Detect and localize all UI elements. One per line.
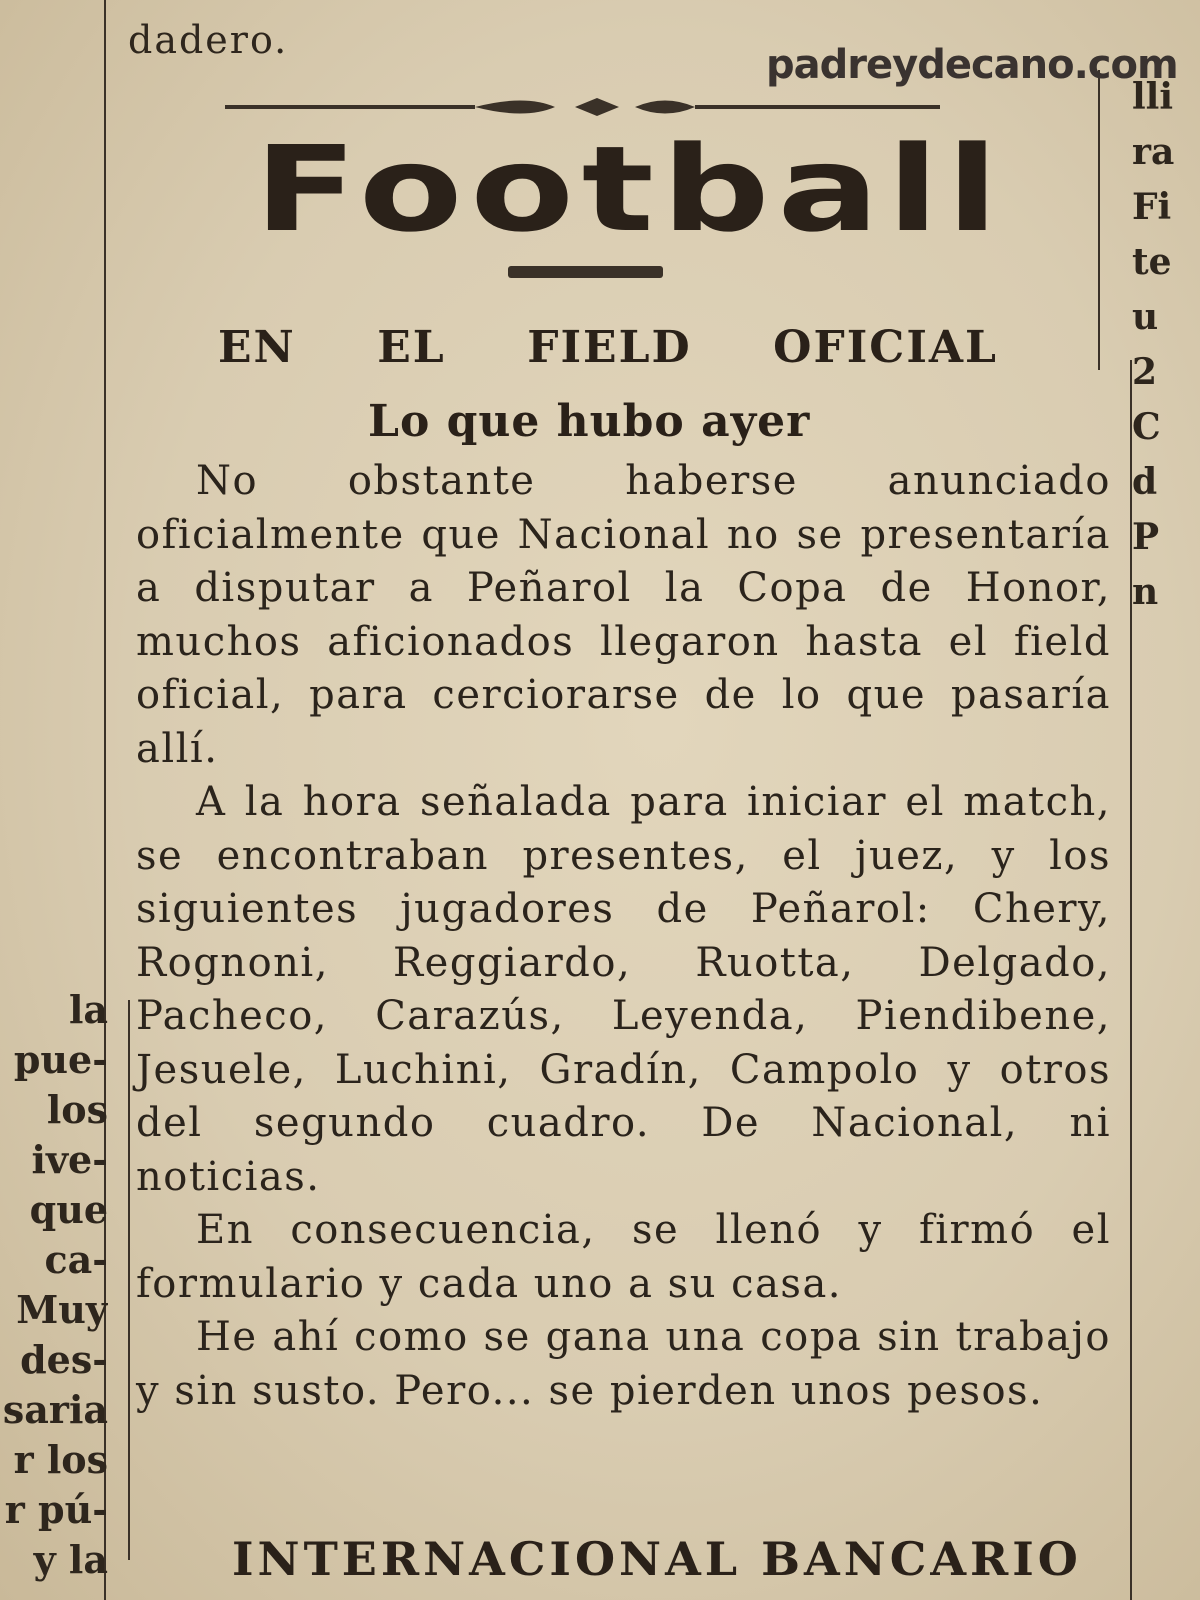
paragraph: En consecuencia, se llenó y firmó el formulario y cada uno a su casa. (136, 1207, 1111, 1307)
fragment-line: lli (1132, 76, 1174, 118)
right-column-fragments (1132, 70, 1200, 620)
fragment-line: te (1132, 241, 1172, 283)
paragraph: He ahí como se gana una copa sin trabajo y sin susto. Pero... se pierden unos pesos. (136, 1314, 1111, 1414)
subheading-word: FIELD (527, 322, 692, 373)
watermark: padreydecano.com (766, 42, 1178, 88)
fragment-line: Fi (1132, 186, 1172, 228)
fragment-line: ra (1132, 131, 1175, 173)
fragment-line: des- (20, 1337, 108, 1382)
fragment-line: que (29, 1187, 108, 1232)
subheading-word: OFICIAL (773, 322, 998, 373)
fragment-line: n (1132, 571, 1159, 613)
paragraph: No obstante haberse anunciado oficialmente que Nacional no se presentaría a disputar a Peñarol la Copa de Honor, muchos aficionados llegaron hasta el field oficial, para cerciorarse de lo que pasaría allí. (136, 458, 1111, 772)
fragment-line: r pú- (4, 1487, 108, 1532)
fragment-line: ca- (44, 1237, 108, 1282)
paragraph: A la hora señalada para iniciar el match, se encontraban presentes, el juez, y los siguientes jugadores de Peñarol: Chery, Rognoni, Reggiardo, Ruotta, Delgado, Pacheco, Carazús, Leyenda, Piendibene, Jesuele, Luchini, Gradín, Campolo y otros del segundo cuadro. De Nacional, ni noticias. (136, 779, 1111, 1200)
subheading-word: EL (377, 322, 446, 373)
subtitle: Lo que hubo ayer (368, 396, 811, 447)
fragment-line: d (1132, 461, 1158, 503)
fragment-line: C (1132, 406, 1161, 448)
headline: Football (254, 120, 1006, 258)
fragment-line: los (46, 1087, 108, 1132)
previous-article-fragment: dadero. (128, 18, 289, 62)
left-column-fragments (0, 985, 108, 1585)
subheading (218, 322, 998, 373)
fragment-line: r los (13, 1437, 108, 1482)
fragment-line: pue- (13, 1037, 108, 1082)
subheading-word: EN (218, 322, 296, 373)
fragment-line: y la (33, 1537, 108, 1582)
fragment-line: ive- (31, 1137, 108, 1182)
fragment-line: u (1132, 296, 1159, 338)
article-body (136, 455, 1111, 1418)
next-article-heading: INTERNACIONAL BANCARIO (232, 1532, 1082, 1586)
ornament-divider (225, 92, 945, 122)
fragment-line: P (1132, 516, 1160, 558)
fragment-line: Muy (16, 1287, 108, 1332)
column-rule-left-inner (128, 1000, 130, 1560)
fragment-line: saria (2, 1387, 108, 1432)
headline-underbar (508, 266, 663, 278)
fragment-line: la (68, 987, 108, 1032)
fragment-line: 2 (1132, 351, 1158, 393)
